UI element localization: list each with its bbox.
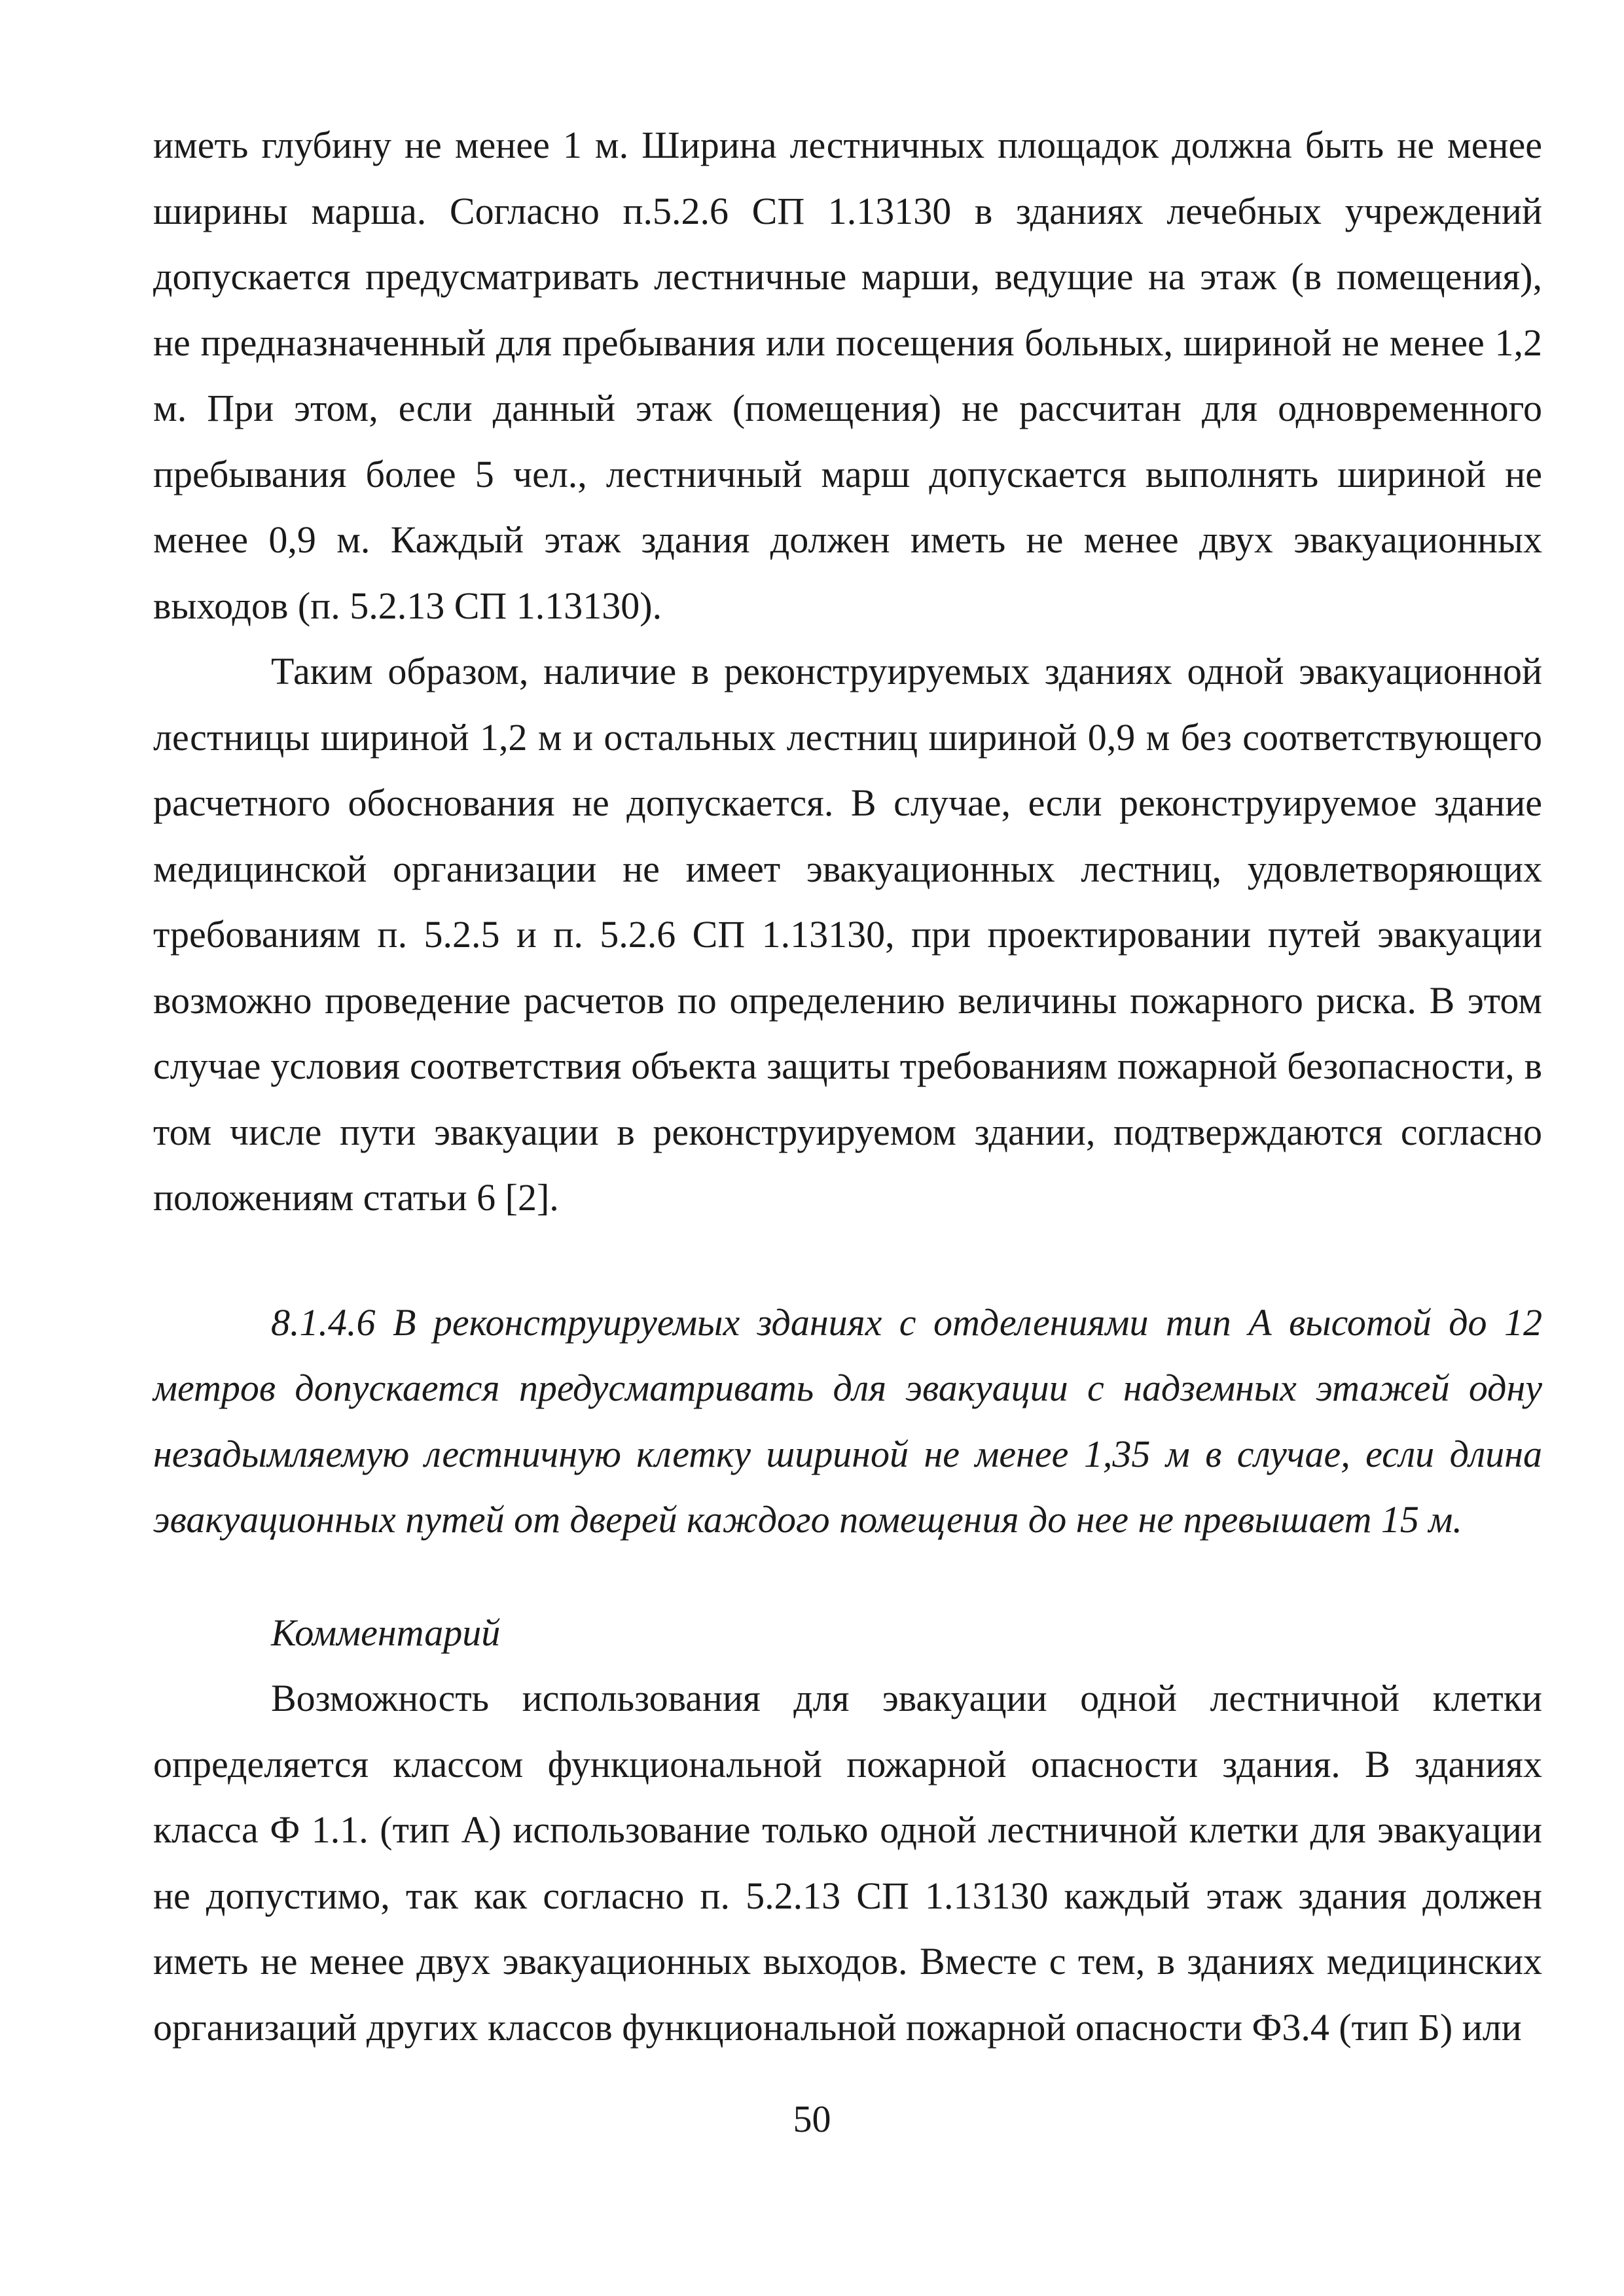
clause-8-1-4-6: 8.1.4.6 В реконструируемых зданиях с отделениями тип А высотой до 12 метров допускается предусматривать для эвакуации с надземных этажей одну незадымляемую лестничную клетку шириной не менее 1,35 м в случае, если длина эвакуационных путей от дверей каждого помещения до нее не превышает 15 м. xyxy=(153,1300,1542,1541)
comment-heading: Комментарий xyxy=(271,1611,501,1654)
page-content xyxy=(153,113,1542,2060)
paragraph-conclusion: Таким образом, наличие в реконструируемых зданиях одной эвакуационной лестницы шириной 1,2 м и остальных лестниц шириной 0,9 м без соответствующего расчетного обоснования не допускается. В случае, если реконструируемое здание медицинской организации не имеет эвакуационных лестниц, удовлетворяющих требованиям п. 5.2.5 и п. 5.2.6 СП 1.13130, при проектировании путей эвакуации возможно проведение расчетов по определению величины пожарного риска. В этом случае условия соответствия объекта защиты требованиям пожарной безопасности, в том числе пути эвакуации в реконструируемом здании, подтверждаются согласно положениям статьи 6 [2]. xyxy=(153,650,1542,1219)
page-number: 50 xyxy=(793,2098,831,2140)
paragraph-comment-body: Возможность использования для эвакуации одной лестничной клетки определяется классом функциональной пожарной опасности здания. В зданиях класса Ф 1.1. (тип А) использование только одной лестничной клетки для эвакуации не допустимо, так как согласно п. 5.2.13 СП 1.13130 каждый этаж здания должен иметь не менее двух эвакуационных выходов. Вместе с тем, в зданиях медицинских организаций других классов функциональной пожарной опасности Ф3.4 (тип Б) или xyxy=(153,1677,1542,2049)
paragraph-stair-requirements: иметь глубину не менее 1 м. Ширина лестничных площадок должна быть не менее ширины марша. Согласно п.5.2.6 СП 1.13130 в зданиях лечебных учреждений допускается предусматривать лестничные марши, ведущие на этаж (в помещения), не предназначенный для пребывания или посещения больных, шириной не менее 1,2 м. При этом, если данный этаж (помещения) не рассчитан для одновременного пребывания более 5 чел., лестничный марш допускается выполнять шириной не менее 0,9 м. Каждый этаж здания должен иметь не менее двух эвакуационных выходов (п. 5.2.13 СП 1.13130). xyxy=(153,124,1542,627)
